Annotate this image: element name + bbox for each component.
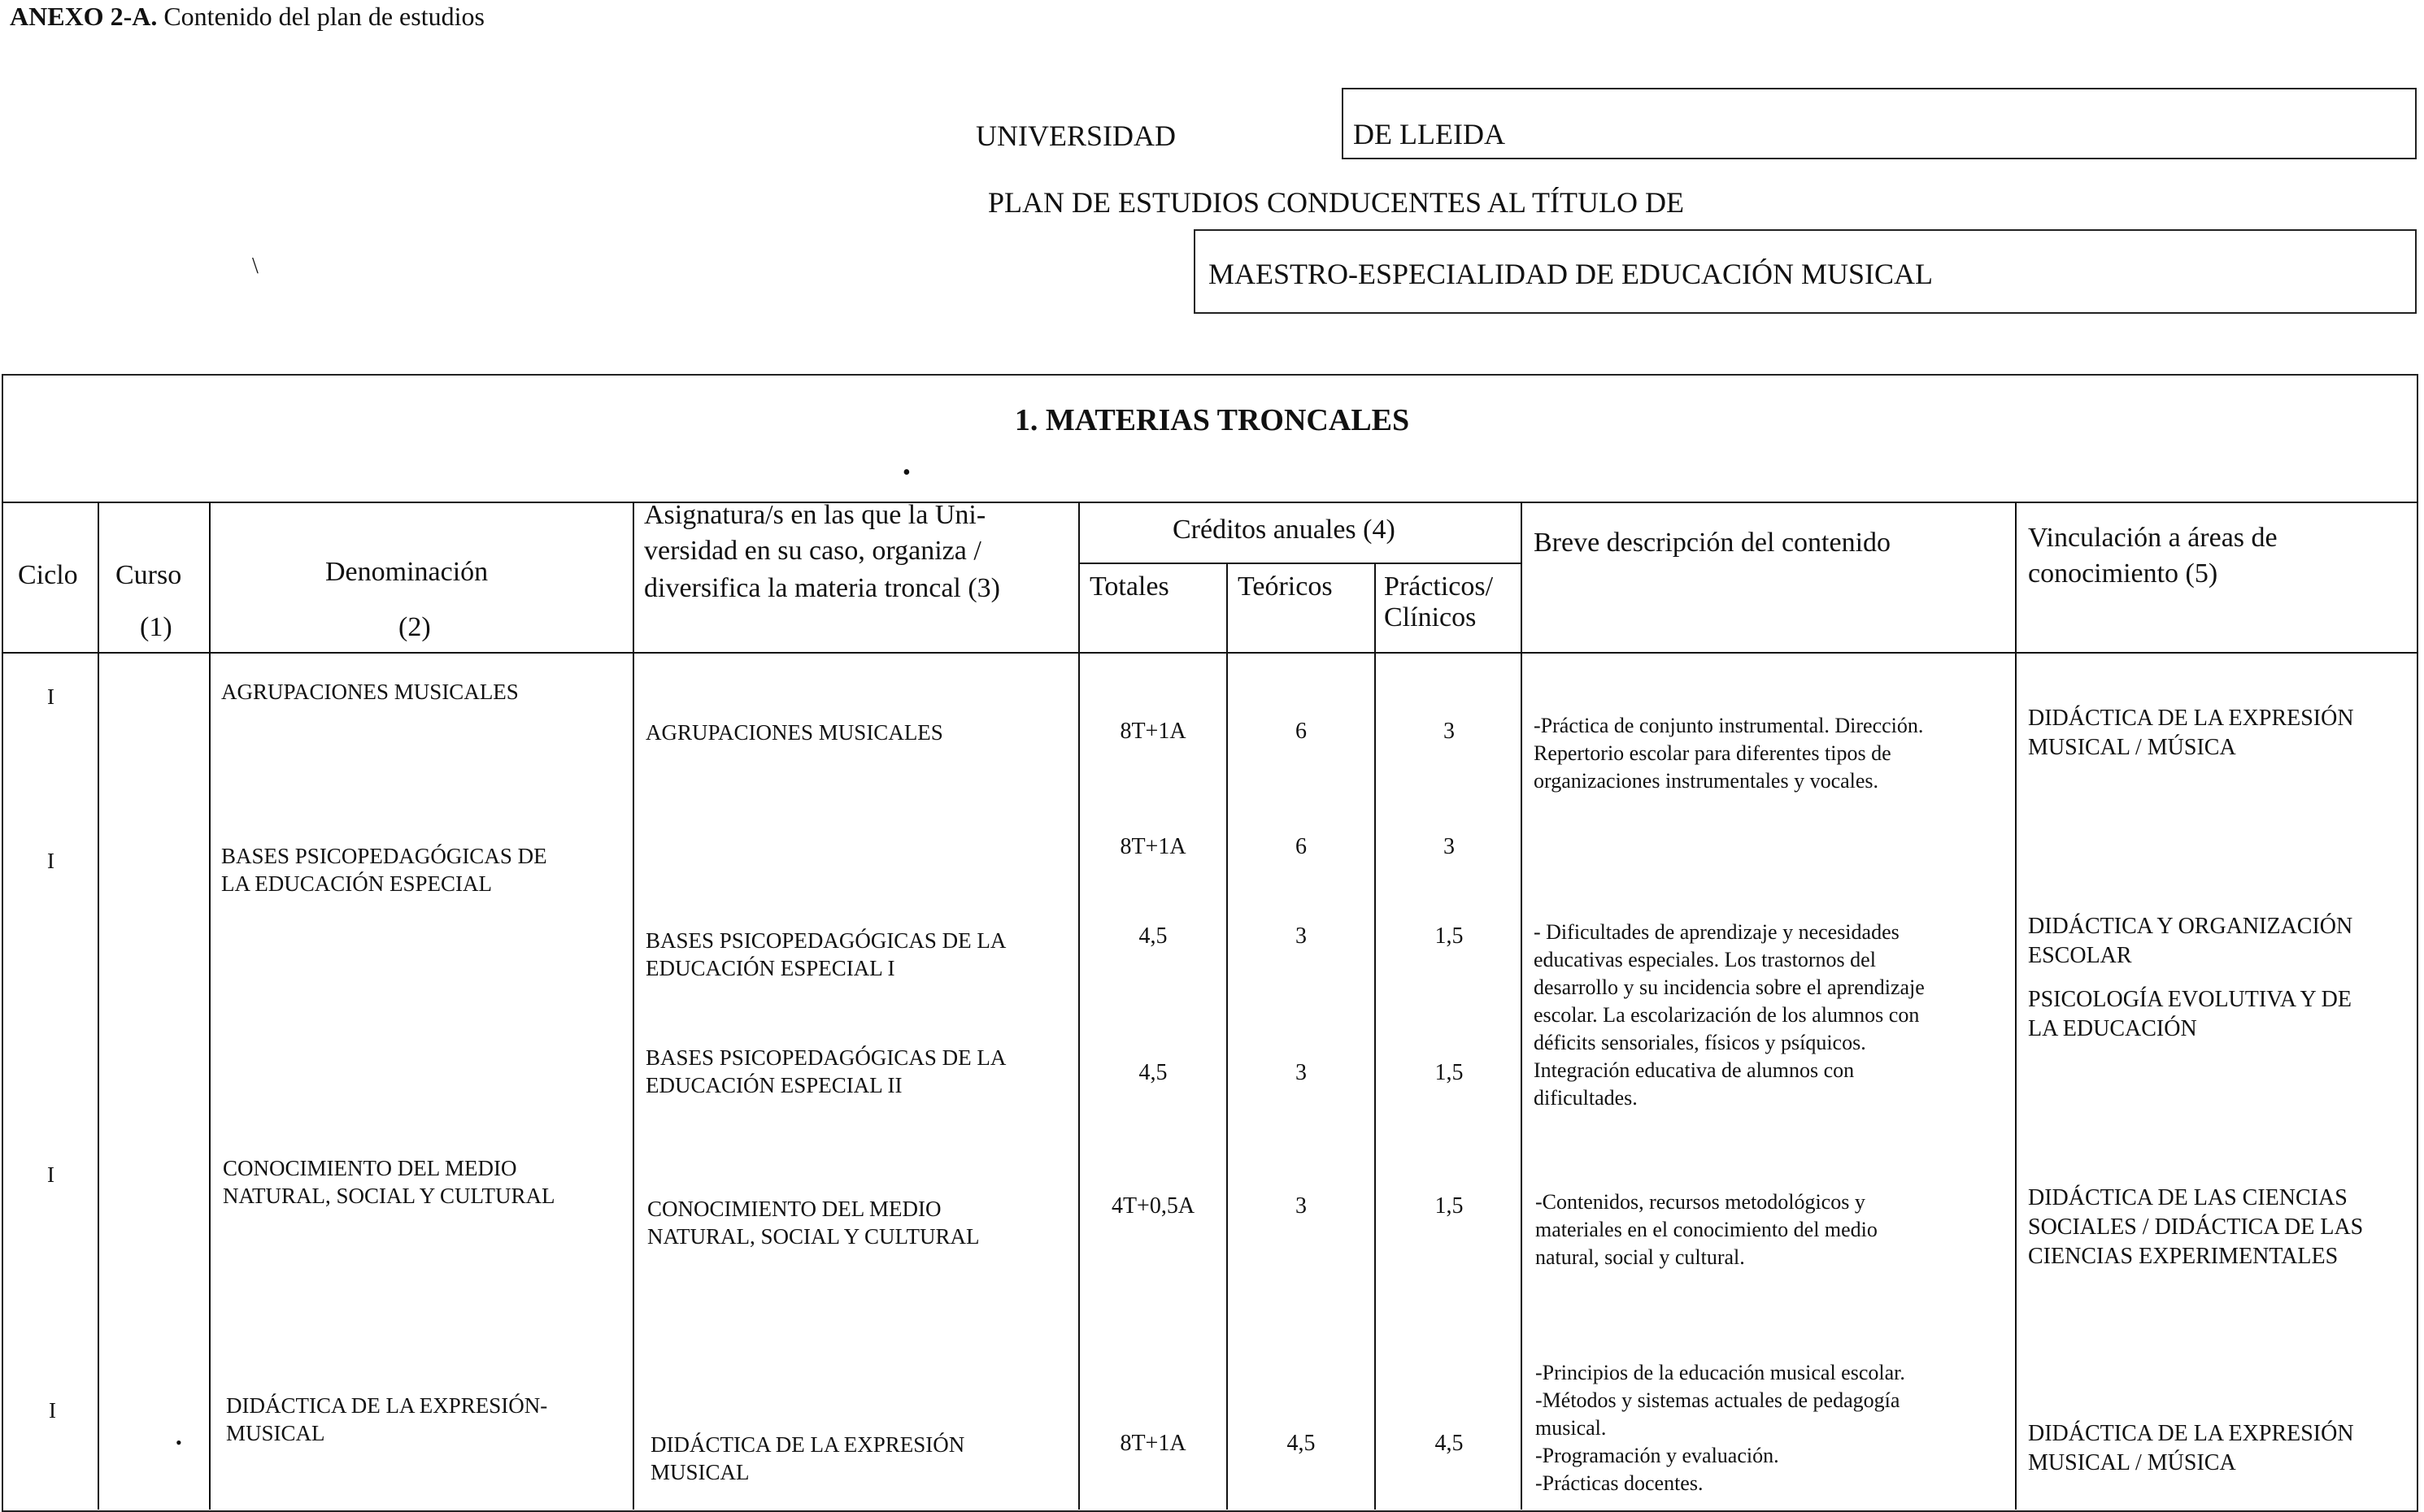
annex-label: ANEXO 2-A. [10,2,158,31]
row1-areas [2028,704,2418,763]
row1-asignatura: AGRUPACIONES MUSICALES [646,720,943,745]
col-rule-2 [209,502,211,1510]
row2b-asignatura [646,1044,1006,1099]
area-line: PSICOLOGÍA EVOLUTIVA Y DE [2028,987,2352,1012]
row1-descripcion [1534,712,2013,795]
row4-practicos: 4,5 [1434,1431,1464,1456]
row2-teoricos: 6 [1295,834,1307,859]
col-practicos-line2: Clínicos [1384,602,1477,632]
row2a-totales: 4,5 [1138,923,1168,949]
desc-line: musical. [1535,1416,1607,1440]
desc-line: escolar. La escolarización de los alumnos con [1534,1003,1920,1027]
col-rule-4 [1078,502,1080,1510]
row4-curso-dot: • [176,1432,182,1453]
col-denominacion: Denominación [325,557,489,587]
col-breve: Breve descripción del contenido [1534,528,1891,558]
col-vinculacion-line2: conocimiento (5) [2028,558,2218,589]
asignatura-line: BASES PSICOPEDAGÓGICAS DE LA [646,928,1007,953]
row3-practicos: 1,5 [1434,1193,1464,1219]
desc-line: - Dificultades de aprendizaje y necesidades [1534,920,1900,944]
denominacion-line: LA EDUCACIÓN ESPECIAL [221,871,493,896]
titulo-box [1194,229,2417,314]
desc-line: -Métodos y sistemas actuales de pedagogía [1535,1388,1900,1412]
denominacion-line: NATURAL, SOCIAL Y CULTURAL [223,1184,555,1208]
row3-asignatura [647,1195,980,1250]
col-asignatura-line1: Asignatura/s en las que la Uni- [644,500,986,530]
col-asignatura-line2: versidad en su caso, organiza / [644,536,981,566]
area-line: DIDÁCTICA DE LA EXPRESIÓN [2028,1421,2354,1446]
denominacion-line: MUSICAL [226,1421,325,1445]
desc-line: -Prácticas docentes. [1535,1471,1704,1495]
asignatura-line: DIDÁCTICA DE LA EXPRESIÓN [651,1432,965,1457]
row4-teoricos: 4,5 [1286,1431,1316,1456]
desc-line: -Contenidos, recursos metodológicos y [1535,1190,1865,1214]
denominacion-line: DIDÁCTICA DE LA EXPRESIÓN- [226,1393,548,1418]
area-line: DIDÁCTICA DE LA EXPRESIÓN [2028,706,2354,731]
stray-mark: \ [252,254,259,279]
header-top-rule [2,502,2418,503]
col-curso: Curso [115,560,182,590]
asignatura-line: NATURAL, SOCIAL Y CULTURAL [647,1224,980,1249]
row3-areas [2028,1184,2418,1271]
universidad-value: DE LLEIDA [1353,118,1505,150]
row4-ciclo: I [49,1398,56,1423]
area-line: CIENCIAS EXPERIMENTALES [2028,1244,2339,1269]
desc-line: Repertorio escolar para diferentes tipos de [1534,741,1891,765]
row1-totales: 8T+1A [1120,719,1186,744]
col-practicos-line1: Prácticos/ [1384,571,1494,602]
row1-denominacion: AGRUPACIONES MUSICALES [221,680,519,704]
desc-line: educativas especiales. Los trastornos del [1534,948,1876,971]
row2-ciclo: I [47,849,54,873]
desc-line: -Principios de la educación musical escolar. [1535,1361,1905,1384]
plan-label: PLAN DE ESTUDIOS CONDUCENTES AL TÍTULO DE [988,186,1684,219]
col-teoricos: Teóricos [1238,571,1333,602]
row1-ciclo: I [47,684,54,709]
row2-areas [2028,912,2418,1044]
creditos-sub-rule [1078,563,1521,564]
asignatura-line: EDUCACIÓN ESPECIAL II [646,1073,903,1097]
row4-asignatura [651,1431,964,1486]
desc-line: -Programación y evaluación. [1535,1444,1779,1467]
desc-line: organizaciones instrumentales y vocales. [1534,769,1879,793]
desc-line: materiales en el conocimiento del medio [1535,1218,1878,1241]
asignatura-line: EDUCACIÓN ESPECIAL I [646,956,895,980]
row3-totales: 4T+0,5A [1111,1193,1195,1219]
universidad-label: UNIVERSIDAD [976,119,1176,152]
col-asignatura-line3: diversifica la materia troncal (3) [644,573,1000,603]
row2-practicos: 3 [1443,834,1455,859]
asignatura-line: CONOCIMIENTO DEL MEDIO [647,1197,942,1221]
area-line: MUSICAL / MÚSICA [2028,1450,2236,1475]
area-line: DIDÁCTICA DE LAS CIENCIAS [2028,1185,2348,1210]
desc-line: desarrollo y su incidencia sobre el aprendizaje [1534,975,1925,999]
col-rule-5 [1226,563,1228,1510]
row1-practicos: 3 [1443,719,1455,744]
area-line: LA EDUCACIÓN [2028,1016,2197,1041]
desc-line: déficits sensoriales, físicos y psíquicos. [1534,1031,1866,1054]
col-denominacion-note: (2) [398,612,431,642]
area-line: ESCOLAR [2028,943,2132,968]
row2-descripcion [1534,919,2013,1112]
denominacion-line: CONOCIMIENTO DEL MEDIO [223,1156,517,1180]
desc-line: dificultades. [1534,1086,1638,1110]
row2a-practicos: 1,5 [1434,923,1464,949]
col-creditos: Créditos anuales (4) [1173,515,1395,545]
row2b-totales: 4,5 [1138,1060,1168,1085]
area-line: MUSICAL / MÚSICA [2028,735,2236,760]
col-rule-1 [98,502,99,1510]
col-rule-7 [1521,502,1522,1510]
col-curso-note: (1) [140,612,172,642]
row4-areas [2028,1419,2418,1478]
row3-descripcion [1535,1188,2015,1271]
row4-totales: 8T+1A [1120,1431,1186,1456]
annex-heading [10,2,485,32]
col-ciclo: Ciclo [18,560,78,590]
col-totales: Totales [1090,571,1169,602]
row2a-asignatura [646,927,1006,982]
col-rule-8 [2015,502,2017,1510]
desc-line: natural, social y cultural. [1535,1245,1745,1269]
denominacion-line: BASES PSICOPEDAGÓGICAS DE [221,844,547,868]
col-rule-6 [1374,563,1376,1510]
universidad-box [1342,88,2417,159]
row3-teoricos: 3 [1295,1193,1307,1219]
section-title: 1. MATERIAS TRONCALES [1014,403,1410,437]
row2a-teoricos: 3 [1295,923,1307,949]
row2b-teoricos: 3 [1295,1060,1307,1085]
desc-line: Integración educativa de alumnos con [1534,1058,1855,1082]
titulo-value: MAESTRO-ESPECIALIDAD DE EDUCACIÓN MUSICAL [1208,258,1933,290]
asignatura-line: MUSICAL [651,1460,750,1484]
row2-totales: 8T+1A [1120,834,1186,859]
row4-denominacion [226,1392,547,1447]
dot-mark: • [903,460,911,485]
row3-ciclo: I [47,1162,54,1187]
row2-denominacion [221,842,547,897]
row3-denominacion [223,1154,555,1210]
annex-subtitle: Contenido del plan de estudios [163,2,485,31]
row2b-practicos: 1,5 [1434,1060,1464,1085]
row4-descripcion [1535,1359,2015,1497]
col-vinculacion-line1: Vinculación a áreas de [2028,523,2278,553]
desc-line: -Práctica de conjunto instrumental. Dirección. [1534,714,1924,737]
area-line: SOCIALES / DIDÁCTICA DE LAS [2028,1214,2364,1240]
row1-teoricos: 6 [1295,719,1307,744]
area-line: DIDÁCTICA Y ORGANIZACIÓN [2028,914,2353,939]
header-bottom-rule [2,652,2418,654]
col-rule-3 [633,502,634,1510]
asignatura-line: BASES PSICOPEDAGÓGICAS DE LA [646,1045,1007,1070]
